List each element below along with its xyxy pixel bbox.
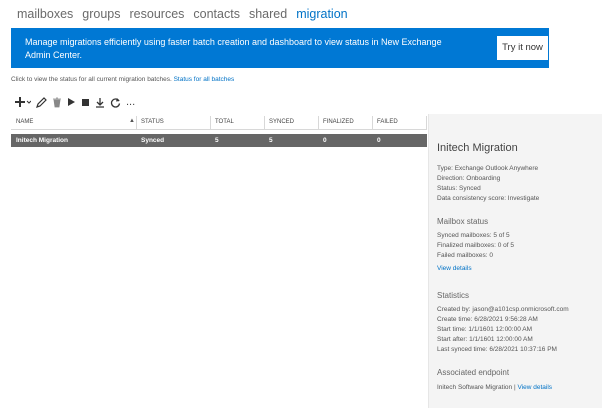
download-icon — [95, 97, 105, 108]
row-name: Initech Migration — [16, 137, 68, 144]
column-header-finalized[interactable]: FINALIZED — [323, 119, 354, 125]
column-divider — [372, 116, 373, 129]
column-divider — [210, 116, 211, 129]
sort-ascending-icon[interactable]: ▲ — [129, 118, 135, 124]
nav-tab-migration[interactable]: migration — [296, 7, 348, 21]
stat-start-after: Start after: 1/1/1601 12:00:00 AM — [437, 336, 533, 343]
endpoint-line — [437, 384, 552, 391]
nav-tab-mailboxes[interactable]: mailboxes — [17, 7, 74, 21]
edit-button[interactable] — [36, 95, 47, 109]
details-pane — [428, 114, 602, 408]
top-navigation — [17, 7, 348, 21]
table-row[interactable] — [11, 134, 427, 147]
details-status: Status: Synced — [437, 185, 481, 192]
more-icon: ... — [126, 96, 136, 108]
start-icon — [67, 97, 76, 107]
details-type: Type: Exchange Outlook Anywhere — [437, 165, 539, 172]
edit-icon — [36, 97, 47, 108]
column-header-total[interactable]: TOTAL — [215, 119, 234, 125]
associated-endpoint-heading: Associated endpoint — [437, 368, 510, 377]
failed-mailboxes: Failed mailboxes: 0 — [437, 252, 493, 259]
mailbox-status-heading: Mailbox status — [437, 217, 489, 226]
stop-icon — [81, 98, 90, 107]
endpoint-separator: | — [513, 384, 516, 391]
column-divider — [264, 116, 265, 129]
add-icon — [15, 96, 31, 108]
toolbar — [15, 95, 140, 109]
column-divider — [136, 116, 137, 129]
stat-start-time: Start time: 1/1/1601 12:00:00 AM — [437, 326, 533, 333]
endpoint-view-details-link[interactable]: View details — [517, 384, 553, 391]
delete-button[interactable] — [52, 95, 62, 109]
nav-tab-shared[interactable]: shared — [248, 7, 288, 21]
stat-create-time: Create time: 6/28/2021 9:56:28 AM — [437, 316, 538, 323]
row-total: 5 — [215, 137, 219, 144]
table-header — [11, 114, 427, 130]
column-header-status[interactable]: STATUS — [141, 119, 164, 125]
status-for-all-batches-link[interactable]: Status for all batches — [173, 76, 235, 83]
row-failed: 0 — [377, 137, 381, 144]
try-it-now-button[interactable]: Try it now — [497, 36, 548, 60]
migration-batches-table — [11, 114, 427, 144]
refresh-icon — [110, 97, 121, 108]
column-header-name[interactable]: NAME — [16, 119, 34, 125]
endpoint-name: Initech Software Migration — [437, 384, 513, 391]
nav-tab-groups[interactable]: groups — [82, 7, 121, 21]
statistics-heading: Statistics — [437, 291, 470, 300]
start-button[interactable] — [67, 95, 76, 109]
download-button[interactable] — [95, 95, 105, 109]
details-title: Initech Migration — [437, 142, 518, 154]
row-status: Synced — [141, 137, 165, 144]
delete-icon — [52, 97, 62, 108]
row-synced: 5 — [269, 137, 273, 144]
finalized-mailboxes: Finalized mailboxes: 0 of 5 — [437, 242, 514, 249]
stop-button[interactable] — [81, 95, 90, 109]
synced-mailboxes: Synced mailboxes: 5 of 5 — [437, 232, 510, 239]
mailbox-view-details-link[interactable]: View details — [437, 265, 472, 272]
nav-tab-resources[interactable]: resources — [129, 7, 185, 21]
banner-message: Manage migrations efficiently using faster batch creation and dashboard to view status in New Exchange Admin Center. — [25, 37, 442, 60]
stat-last-synced: Last synced time: 6/28/2021 10:37:16 PM — [437, 346, 557, 353]
details-direction: Direction: Onboarding — [437, 175, 501, 182]
status-info-line — [11, 76, 234, 83]
promo-banner — [11, 28, 549, 68]
add-button[interactable] — [15, 95, 31, 109]
details-consistency-score: Data consistency score: Investigate — [437, 195, 540, 202]
more-options-button[interactable] — [126, 95, 135, 109]
refresh-button[interactable] — [110, 95, 121, 109]
nav-tab-contacts[interactable]: contacts — [193, 7, 240, 21]
column-divider — [426, 116, 427, 129]
stat-created-by: Created by: jason@a101csp.onmicrosoft.com — [437, 306, 569, 313]
status-info-text: Click to view the status for all current migration batches. — [11, 76, 172, 83]
row-finalized: 0 — [323, 137, 327, 144]
column-divider — [318, 116, 319, 129]
column-header-synced[interactable]: SYNCED — [269, 119, 295, 125]
column-header-failed[interactable]: FAILED — [377, 119, 398, 125]
